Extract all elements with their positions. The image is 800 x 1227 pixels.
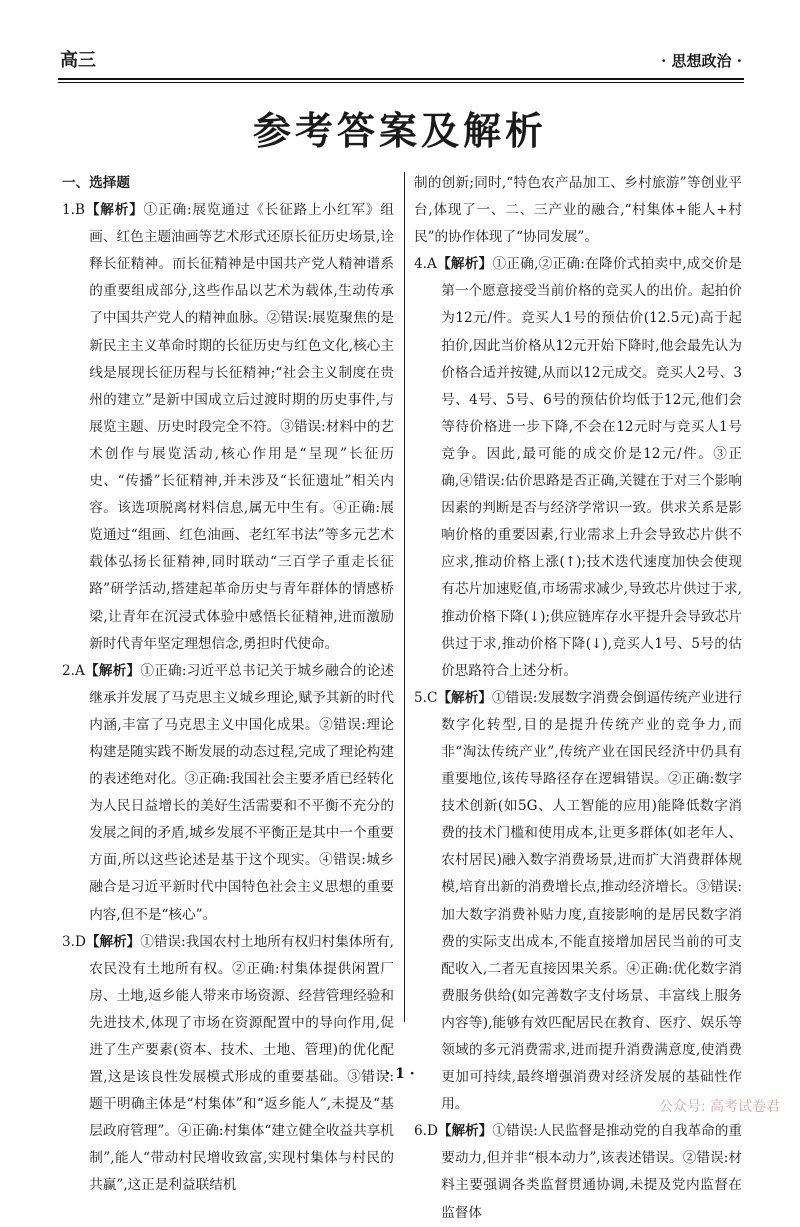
- answer-item-1: [62, 197, 394, 658]
- analysis-tag: 【解析】: [437, 689, 492, 706]
- header-grade: 高三: [60, 50, 96, 71]
- header-subject: · 思想政治 ·: [661, 52, 742, 70]
- left-column: [62, 170, 394, 1200]
- answer-item-6: [414, 1118, 742, 1226]
- answer-item-3-continued: [414, 170, 742, 251]
- page-number: · 1 ·: [385, 1066, 415, 1082]
- analysis-tag: 【解析】: [436, 256, 493, 273]
- header-rule: [58, 78, 744, 80]
- answer-item-4: [414, 251, 742, 685]
- analysis-tag: 【解析】: [437, 1123, 493, 1140]
- page-title: 参考答案及解析: [252, 109, 547, 153]
- answer-text: ①错误:人民监督是推动党的自我革命的重要动力,但并非“根本动力”,该表述错误。②错误:材料主要强调各类监督贯通协调,未提及党内监督在监督体: [441, 1123, 742, 1221]
- answer-number: 1.B: [62, 202, 85, 219]
- analysis-tag: 【解析】: [84, 202, 144, 219]
- answer-item-5: [414, 685, 742, 1119]
- answer-text: ①正确,②正确:在降价式拍卖中,成交价是第一个愿意接受当前价格的竞买人的出价。起拍价为12元/件。竞买人1号的预估价(12.5元)高于起拍价,因此当价格从12元开始下降时,他会最先认为价格合适并按键,从而以12元成交。竞买人2号、3号、4号、5号、6号的预估价均低于12元,他们会等待价格进一步下降,不会在12元时与竞买人1号竞争。因此,最可能的成交价是12元/件。③正确,④错误:估价思路是否正确,关键在于对三个影响因素的判断是否与经济学常识一致。供求关系是影响价格的重要因素,行业需求上升会导致芯片供不应求,推动价格上涨(↑);技术迭代速度加快会使现有芯片加速贬值,市场需求减少,导致芯片供过于求,推动价格下降(↓);供应链库存水平提升会导致芯片供过于求,推动价格下降(↓),竞买人1号、5号的估价思路符合上述分析。: [441, 256, 742, 679]
- answer-text: 制的创新;同时,“特色农产品加工、乡村旅游”等创业平台,体现了一、二、三产业的融合,“村集体+能人+村民”的协作体现了“协同发展”。: [414, 175, 742, 246]
- answer-item-2: [62, 658, 394, 929]
- answer-number: 6.D: [414, 1123, 438, 1140]
- answer-number: 4.A: [414, 256, 437, 273]
- answer-text: ①正确:习近平总书记关于城乡融合的论述继承并发展了马克思主义城乡理论,赋予其新的时代内涵,丰富了马克思主义中国化成果。②错误:理论构建是随实践不断发展的动态过程,完成了理论构建的表述绝对化。③正确:我国社会主要矛盾已经转化为人民日益增长的美好生活需要和不平衡不充分的发展之间的矛盾,城乡发展不平衡正是其中一个重要方面,所以这些论述是基于这个现实。④错误:城乡融合是习近平新时代中国特色社会主义思想的重要内容,但不是“核心”。: [89, 662, 394, 923]
- analysis-tag: 【解析】: [84, 662, 141, 679]
- column-divider: [404, 172, 405, 1022]
- answer-text: ①错误:发展数字消费会倒逼传统产业进行数字化转型,目的是提升传统产业的竞争力,而非“淘汰传统产业”,传统产业在国民经济中仍具有重要地位,该传导路径存在逻辑错误。②正确:数字技术创新(如5G、人工智能的应用)能降低数字消费的技术门槛和使用成本,让更多群体(如老年人、农村居民)融入数字消费场景,进而扩大消费群体规模,培育出新的消费增长点,推动经济增长。③错误:加大数字消费补贴力度,直接影响的是居民数字消费的实际支出成本,不能直接增加居民当前的可支配收入,二者无直接因果关系。④正确:优化数字消费服务供给(如完善数字支付场景、丰富线上服务内容等),能够有效匹配居民在教育、医疗、娱乐等领域的多元消费需求,进而提升消费满意度,使消费更加可持续,最终增强消费对经济发展的基础性作用。: [441, 689, 742, 1113]
- answer-number: 3.D: [62, 933, 86, 950]
- answer-number: 5.C: [414, 689, 438, 706]
- header-rule-thin: [58, 82, 744, 83]
- section-heading: 一、选择题: [62, 175, 130, 191]
- analysis-tag: 【解析】: [85, 933, 141, 950]
- answer-text: ①错误:我国农村土地所有权归村集体所有,农民没有土地所有权。②正确:村集体提供闲置厂房、土地,返乡能人带来市场资源、经营管理经验和先进技术,体现了市场在资源配置中的导向作用,促进了生产要素(资本、技术、土地、管理)的优化配置,这是该良性发展模式形成的重要基础。③错误:题干明确主体是“村集体”和“返乡能人”,未提及“基层政府管理”。④正确:村集体“建立健全收益共享机制”,能人“带动村民增收致富,实现村集体与村民的共赢”,这正是利益联结机: [89, 933, 395, 1194]
- answer-text: ①正确:展览通过《长征路上小红军》组画、红色主题油画等艺术形式还原长征历史场景,诠释长征精神。而长征精神是中国共产党人精神谱系的重要组成部分,这些作品以艺术为载体,生动传承了中国共产党人的精神血脉。②错误:展览聚焦的是新民主主义革命时期的长征历史与红色文化,核心主线是展现长征历程与长征精神;“社会主义制度在贵州的建立”是新中国成立后过渡时期的历史事件,与展览主题、历史时段完全不符。③错误:材料中的艺术创作与展览活动,核心作用是“呈现”长征历史、“传播”长征精神,并未涉及“长征遗址”相关内容。该选项脱离材料信息,属无中生有。④正确:展览通过“组画、红色油画、老红军书法”等多元艺术载体弘扬长征精神,同时联动“三百学子重走长征路”研学活动,搭建起革命历史与青年群体的情感桥梁,让青年在沉浸式体验中感悟长征精神,进而激励新时代青年坚定理想信念,勇担时代使命。: [89, 202, 394, 652]
- answer-item-3: [62, 929, 394, 1200]
- watermark: 公众号: 高考试卷君: [658, 1099, 780, 1115]
- answer-number: 2.A: [62, 662, 85, 679]
